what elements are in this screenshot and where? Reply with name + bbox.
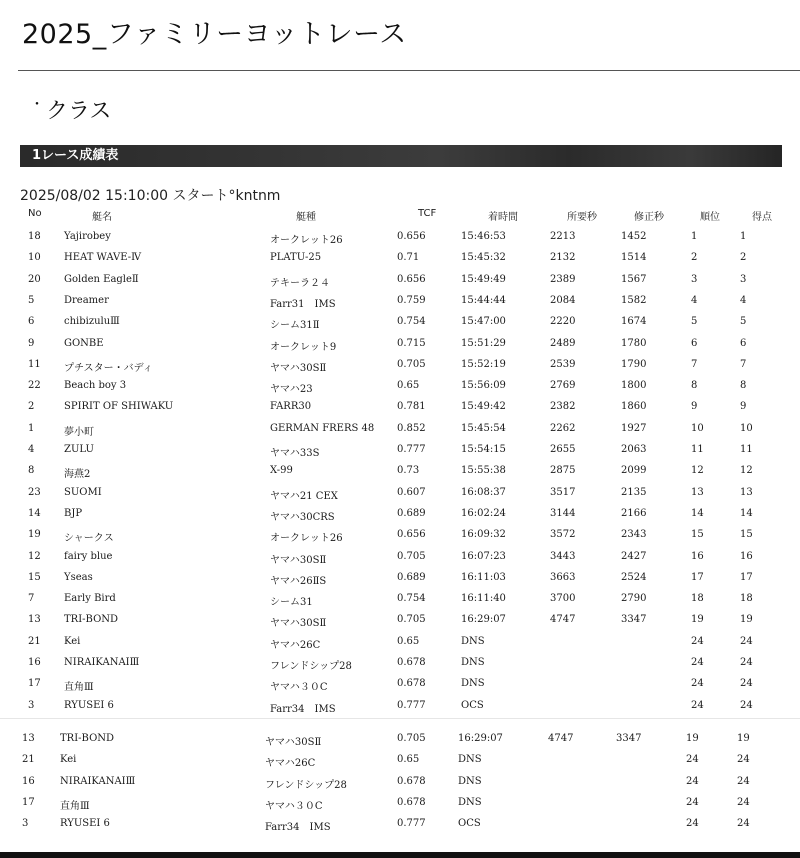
cell-tcf: 0.678 bbox=[397, 775, 426, 787]
cell-finish: 15:52:19 bbox=[461, 358, 506, 370]
cell-finish: DNS bbox=[461, 635, 485, 647]
cell-elapsed: 2875 bbox=[550, 465, 576, 477]
cell-finish: 15:51:29 bbox=[461, 337, 506, 349]
cell-corrected: 2135 bbox=[621, 486, 647, 498]
col-header-tcf: TCF bbox=[418, 208, 437, 219]
cell-name: chibizuluⅢ bbox=[64, 316, 120, 328]
cell-name: Yseas bbox=[64, 571, 93, 583]
cell-rank: 14 bbox=[691, 507, 704, 519]
cell-corrected: 2063 bbox=[621, 444, 647, 455]
cell-points: 10 bbox=[740, 422, 753, 434]
cell-tcf: 0.678 bbox=[397, 796, 426, 808]
cell-no: 21 bbox=[22, 754, 35, 766]
cell-no: 17 bbox=[28, 678, 41, 690]
table-row bbox=[0, 636, 800, 652]
cell-finish: 16:11:40 bbox=[461, 593, 506, 605]
cell-rank: 24 bbox=[686, 754, 699, 766]
cell-name: BJP bbox=[64, 507, 83, 519]
cell-corrected: 1927 bbox=[621, 422, 647, 434]
class-heading bbox=[30, 94, 111, 125]
cell-type: ヤマハ30SⅡ bbox=[270, 618, 327, 630]
cell-rank: 24 bbox=[686, 818, 699, 830]
cell-corrected: 2343 bbox=[621, 529, 647, 541]
cell-type: Farr34 IMS bbox=[270, 703, 336, 715]
cell-tcf: 0.689 bbox=[397, 507, 426, 519]
cell-points: 9 bbox=[740, 401, 747, 413]
class-name: クラス bbox=[46, 99, 112, 124]
cell-elapsed: 2389 bbox=[550, 273, 576, 285]
cell-type: Farr31 IMS bbox=[270, 298, 336, 310]
cell-no: 5 bbox=[28, 294, 35, 306]
cell-no: 16 bbox=[28, 657, 41, 668]
cell-rank: 24 bbox=[691, 657, 704, 668]
cell-type: ヤマハ33S bbox=[270, 448, 320, 459]
cell-tcf: 0.656 bbox=[397, 273, 426, 285]
cell-no: 3 bbox=[28, 699, 35, 711]
cell-finish: OCS bbox=[461, 699, 484, 711]
cell-rank: 24 bbox=[686, 796, 699, 808]
cell-finish: DNS bbox=[458, 796, 482, 808]
cell-corrected: 2524 bbox=[621, 571, 647, 583]
table-row bbox=[0, 295, 800, 311]
cell-elapsed: 2489 bbox=[550, 337, 576, 349]
cell-finish: 15:55:38 bbox=[461, 465, 506, 477]
cell-elapsed: 3663 bbox=[550, 571, 576, 583]
cell-no: 1 bbox=[28, 422, 35, 434]
cell-name: SPIRIT OF SHIWAKU bbox=[64, 401, 174, 413]
col-header-rank: 順位 bbox=[700, 212, 720, 223]
cell-no: 7 bbox=[28, 593, 35, 605]
cell-points: 6 bbox=[740, 337, 747, 349]
start-time-line: 2025/08/02 15:10:00 スタート°kntnm bbox=[20, 188, 281, 204]
table-row bbox=[0, 465, 800, 481]
cell-corrected: 3347 bbox=[621, 614, 647, 626]
cell-type: ヤマハ26C bbox=[270, 639, 321, 651]
cell-elapsed: 3443 bbox=[550, 550, 576, 562]
cell-no: 12 bbox=[28, 550, 41, 562]
cell-tcf: 0.678 bbox=[397, 657, 426, 668]
cell-no: 6 bbox=[28, 316, 35, 328]
cell-tcf: 0.656 bbox=[397, 529, 426, 541]
table-row bbox=[0, 444, 800, 460]
cell-elapsed: 4747 bbox=[548, 733, 574, 744]
cell-no: 19 bbox=[28, 529, 41, 541]
cell-tcf: 0.705 bbox=[397, 733, 426, 744]
cell-points: 4 bbox=[740, 294, 747, 306]
cell-no: 16 bbox=[22, 775, 35, 787]
cell-elapsed: 2213 bbox=[550, 231, 576, 242]
cell-rank: 17 bbox=[691, 571, 704, 583]
cell-type: ヤマハ30SⅡ bbox=[270, 362, 327, 374]
cell-points: 8 bbox=[740, 380, 747, 392]
cell-no: 15 bbox=[28, 571, 41, 583]
cell-type: FARR30 bbox=[270, 401, 312, 413]
cell-type: シーム31Ⅱ bbox=[270, 320, 320, 332]
cell-name: TRI-BOND bbox=[60, 733, 115, 744]
cell-elapsed: 3144 bbox=[550, 507, 576, 519]
cell-finish: 16:02:24 bbox=[461, 507, 506, 519]
cell-name: GONBE bbox=[64, 337, 104, 349]
col-header-points: 得点 bbox=[752, 212, 772, 223]
cell-points: 14 bbox=[740, 507, 753, 519]
cell-corrected: 1582 bbox=[621, 294, 647, 306]
cell-finish: 15:47:00 bbox=[461, 316, 506, 328]
table-header bbox=[0, 208, 800, 224]
cell-tcf: 0.65 bbox=[397, 380, 420, 392]
table-row bbox=[0, 678, 800, 694]
cell-tcf: 0.852 bbox=[397, 422, 426, 434]
cell-no: 14 bbox=[28, 507, 41, 519]
results-banner: 1レース成績表 bbox=[20, 145, 782, 167]
cell-type: ヤマハ30CRS bbox=[270, 511, 335, 523]
cell-type: PLATU-25 bbox=[270, 252, 322, 264]
cell-points: 24 bbox=[740, 657, 753, 668]
cell-points: 1 bbox=[740, 231, 747, 242]
table-row bbox=[0, 593, 800, 609]
cell-finish: DNS bbox=[458, 754, 482, 766]
table-row bbox=[0, 818, 800, 834]
cell-name: 直角Ⅲ bbox=[60, 800, 90, 812]
cell-rank: 4 bbox=[691, 294, 698, 306]
cell-rank: 18 bbox=[691, 593, 704, 605]
cell-elapsed: 3517 bbox=[550, 486, 576, 498]
cell-no: 21 bbox=[28, 635, 41, 647]
cell-name: Yajirobey bbox=[64, 231, 111, 242]
table-row bbox=[0, 754, 800, 770]
cell-points: 18 bbox=[740, 593, 753, 605]
cell-corrected: 1514 bbox=[621, 252, 647, 264]
table-row bbox=[0, 797, 800, 813]
cell-elapsed: 2084 bbox=[550, 294, 576, 306]
cell-type: ヤマハ26ⅡS bbox=[270, 575, 327, 587]
cell-elapsed: 2655 bbox=[550, 444, 576, 455]
cell-no: 23 bbox=[28, 486, 41, 498]
cell-corrected: 1860 bbox=[621, 401, 647, 413]
cell-rank: 13 bbox=[691, 486, 704, 498]
cell-rank: 5 bbox=[691, 316, 698, 328]
table-row bbox=[0, 252, 800, 268]
cell-elapsed: 2769 bbox=[550, 380, 576, 392]
cell-points: 3 bbox=[740, 273, 747, 285]
cell-corrected: 2166 bbox=[621, 507, 647, 519]
header-divider bbox=[18, 70, 800, 71]
cell-name: Golden EagleⅡ bbox=[64, 273, 139, 285]
cell-points: 17 bbox=[740, 571, 753, 583]
table-row bbox=[0, 359, 800, 375]
cell-type: ヤマハ30SⅡ bbox=[265, 737, 322, 748]
cell-tcf: 0.754 bbox=[397, 593, 426, 605]
cell-no: 10 bbox=[28, 252, 41, 264]
col-header-no: No bbox=[28, 208, 42, 219]
cell-rank: 11 bbox=[691, 444, 704, 455]
cell-finish: 15:54:15 bbox=[461, 444, 506, 455]
cell-no: 3 bbox=[22, 818, 29, 830]
cell-type: GERMAN FRERS 48 bbox=[270, 422, 375, 434]
cell-corrected: 1800 bbox=[621, 380, 647, 392]
cell-points: 24 bbox=[737, 796, 750, 808]
cell-elapsed: 2382 bbox=[550, 401, 576, 413]
cell-tcf: 0.715 bbox=[397, 337, 426, 349]
cell-points: 24 bbox=[740, 635, 753, 647]
cell-name: シャークス bbox=[64, 533, 114, 545]
cell-corrected: 1790 bbox=[621, 358, 647, 370]
cell-type: ヤマハ23 bbox=[270, 384, 313, 396]
cell-rank: 24 bbox=[691, 678, 704, 690]
cell-corrected: 2790 bbox=[621, 593, 647, 605]
cell-tcf: 0.73 bbox=[397, 465, 420, 477]
table-row bbox=[0, 316, 800, 332]
cell-name: 直角Ⅲ bbox=[64, 682, 94, 694]
table-row bbox=[0, 700, 800, 716]
page-title: 2025_ファミリーヨットレース bbox=[22, 19, 407, 50]
cell-elapsed: 2132 bbox=[550, 252, 576, 264]
cell-rank: 15 bbox=[691, 529, 704, 541]
table-row bbox=[0, 776, 800, 792]
cell-tcf: 0.705 bbox=[397, 550, 426, 562]
cell-finish: 15:49:42 bbox=[461, 401, 506, 413]
table-row bbox=[0, 231, 800, 247]
cell-rank: 24 bbox=[691, 635, 704, 647]
cell-finish: 16:11:03 bbox=[461, 571, 506, 583]
cell-finish: 15:45:54 bbox=[461, 422, 506, 434]
col-header-corrected: 修正秒 bbox=[634, 212, 664, 223]
cell-name: RYUSEI 6 bbox=[60, 818, 110, 830]
cell-points: 11 bbox=[740, 444, 753, 455]
cell-type: テキーラ２４ bbox=[270, 277, 330, 289]
cell-finish: OCS bbox=[458, 818, 481, 830]
cell-rank: 19 bbox=[691, 614, 704, 626]
cell-points: 19 bbox=[740, 614, 753, 626]
cell-tcf: 0.65 bbox=[397, 754, 420, 766]
cell-finish: 16:29:07 bbox=[458, 733, 503, 744]
table-row bbox=[0, 338, 800, 354]
bottom-edge bbox=[0, 852, 800, 858]
cell-rank: 7 bbox=[691, 358, 698, 370]
cell-corrected: 2099 bbox=[621, 465, 647, 477]
cell-type: ヤマハ30SⅡ bbox=[270, 554, 327, 566]
cell-type: Farr34 IMS bbox=[265, 822, 331, 834]
cell-finish: 16:07:23 bbox=[461, 550, 506, 562]
cell-no: 13 bbox=[28, 614, 41, 626]
cell-points: 24 bbox=[740, 678, 753, 690]
cell-no: 4 bbox=[28, 444, 35, 455]
cell-type: シーム31 bbox=[270, 597, 313, 609]
cell-finish: DNS bbox=[458, 775, 482, 787]
cell-rank: 24 bbox=[691, 699, 704, 711]
cell-finish: DNS bbox=[461, 678, 485, 690]
cell-rank: 1 bbox=[691, 231, 698, 242]
cell-points: 2 bbox=[740, 252, 747, 264]
cell-points: 24 bbox=[737, 818, 750, 830]
table-row bbox=[0, 423, 800, 439]
cell-tcf: 0.71 bbox=[397, 252, 420, 264]
col-header-elapsed: 所要秒 bbox=[567, 212, 597, 223]
cell-no: 22 bbox=[28, 380, 41, 392]
table-row bbox=[0, 380, 800, 396]
cell-points: 15 bbox=[740, 529, 753, 541]
cell-tcf: 0.607 bbox=[397, 486, 426, 498]
cell-tcf: 0.754 bbox=[397, 316, 426, 328]
cell-no: 17 bbox=[22, 796, 35, 808]
cell-tcf: 0.678 bbox=[397, 678, 426, 690]
cell-points: 7 bbox=[740, 358, 747, 370]
cell-finish: 16:09:32 bbox=[461, 529, 506, 541]
cell-points: 5 bbox=[740, 316, 747, 328]
cell-corrected: 1780 bbox=[621, 337, 647, 349]
cell-elapsed: 2220 bbox=[550, 316, 576, 328]
cell-rank: 19 bbox=[686, 733, 699, 744]
cell-tcf: 0.777 bbox=[397, 818, 426, 830]
cell-corrected: 2427 bbox=[621, 550, 647, 562]
cell-tcf: 0.777 bbox=[397, 699, 426, 711]
cell-rank: 12 bbox=[691, 465, 704, 477]
cell-name: NIRAIKANAIⅢ bbox=[64, 657, 140, 668]
cell-finish: 15:49:49 bbox=[461, 273, 506, 285]
cell-points: 12 bbox=[740, 465, 753, 477]
cell-name: HEAT WAVE-Ⅳ bbox=[64, 252, 142, 264]
cell-name: プチスター・バディ bbox=[64, 362, 153, 374]
cell-name: NIRAIKANAIⅢ bbox=[60, 775, 136, 787]
cell-tcf: 0.65 bbox=[397, 635, 420, 647]
cell-name: Kei bbox=[60, 754, 77, 766]
cell-corrected: 1674 bbox=[621, 316, 647, 328]
cell-tcf: 0.777 bbox=[397, 444, 426, 455]
table-row bbox=[0, 572, 800, 588]
table-row bbox=[0, 401, 800, 417]
cell-name: 夢小町 bbox=[64, 426, 94, 438]
cell-elapsed: 3700 bbox=[550, 593, 576, 605]
cell-points: 13 bbox=[740, 486, 753, 498]
cell-finish: 15:56:09 bbox=[461, 380, 506, 392]
cell-type: X-99 bbox=[270, 465, 293, 477]
cell-corrected: 3347 bbox=[616, 733, 642, 744]
cell-no: 9 bbox=[28, 337, 35, 349]
cell-points: 24 bbox=[740, 699, 753, 711]
col-header-name: 艇名 bbox=[92, 212, 112, 223]
cell-corrected: 1452 bbox=[621, 231, 647, 242]
cell-no: 2 bbox=[28, 401, 35, 413]
cell-elapsed: 3572 bbox=[550, 529, 576, 541]
cell-tcf: 0.781 bbox=[397, 401, 426, 413]
cell-name: Beach boy 3 bbox=[64, 380, 127, 392]
cell-rank: 24 bbox=[686, 775, 699, 787]
cell-no: 8 bbox=[28, 465, 35, 477]
cell-rank: 10 bbox=[691, 422, 704, 434]
cell-type: オークレット9 bbox=[270, 341, 337, 353]
cell-no: 20 bbox=[28, 273, 41, 285]
cell-name: 海燕2 bbox=[64, 469, 91, 481]
cell-name: fairy blue bbox=[64, 550, 113, 562]
col-header-finish: 着時間 bbox=[488, 212, 518, 223]
cell-rank: 2 bbox=[691, 252, 698, 264]
cell-name: SUOMI bbox=[64, 486, 102, 498]
cell-type: フレンドシップ28 bbox=[265, 779, 347, 791]
cell-points: 24 bbox=[737, 754, 750, 766]
cell-name: ZULU bbox=[64, 444, 94, 455]
cell-points: 16 bbox=[740, 550, 753, 562]
cell-no: 13 bbox=[22, 733, 35, 744]
cell-name: Kei bbox=[64, 635, 81, 647]
cell-type: ヤマハ３０C bbox=[265, 800, 323, 812]
cell-type: ヤマハ26C bbox=[265, 758, 316, 770]
table-row bbox=[0, 657, 800, 673]
table-row bbox=[0, 487, 800, 503]
cell-finish: 15:45:32 bbox=[461, 252, 506, 264]
cell-elapsed: 4747 bbox=[550, 614, 576, 626]
cell-tcf: 0.759 bbox=[397, 294, 426, 306]
cell-rank: 3 bbox=[691, 273, 698, 285]
table-row bbox=[0, 274, 800, 290]
cell-tcf: 0.705 bbox=[397, 358, 426, 370]
cell-no: 18 bbox=[28, 231, 41, 242]
class-mark: ・ bbox=[30, 97, 44, 113]
cell-tcf: 0.705 bbox=[397, 614, 426, 626]
cell-name: TRI-BOND bbox=[64, 614, 119, 626]
table-row bbox=[0, 508, 800, 524]
cell-name: Early Bird bbox=[64, 593, 116, 605]
table-row bbox=[0, 551, 800, 567]
cell-points: 24 bbox=[737, 775, 750, 787]
section-gap bbox=[0, 718, 800, 719]
cell-type: オークレット26 bbox=[270, 533, 343, 545]
cell-type: フレンドシップ28 bbox=[270, 661, 352, 672]
cell-rank: 8 bbox=[691, 380, 698, 392]
cell-points: 19 bbox=[737, 733, 750, 744]
cell-no: 11 bbox=[28, 358, 41, 370]
table-row bbox=[0, 529, 800, 545]
cell-type: ヤマハ３０C bbox=[270, 682, 328, 694]
cell-elapsed: 2262 bbox=[550, 422, 576, 434]
cell-finish: DNS bbox=[461, 657, 485, 668]
cell-finish: 16:08:37 bbox=[461, 486, 506, 498]
col-header-type: 艇種 bbox=[296, 212, 316, 223]
cell-type: ヤマハ21 CEX bbox=[270, 490, 338, 502]
cell-rank: 9 bbox=[691, 401, 698, 413]
cell-rank: 6 bbox=[691, 337, 698, 349]
cell-finish: 15:44:44 bbox=[461, 294, 506, 306]
cell-corrected: 1567 bbox=[621, 273, 647, 285]
cell-tcf: 0.689 bbox=[397, 571, 426, 583]
table-row bbox=[0, 733, 800, 749]
cell-type: オークレット26 bbox=[270, 235, 343, 246]
cell-finish: 16:29:07 bbox=[461, 614, 506, 626]
cell-name: Dreamer bbox=[64, 294, 109, 306]
cell-tcf: 0.656 bbox=[397, 231, 426, 242]
cell-name: RYUSEI 6 bbox=[64, 699, 114, 711]
cell-finish: 15:46:53 bbox=[461, 231, 506, 242]
cell-rank: 16 bbox=[691, 550, 704, 562]
table-row bbox=[0, 614, 800, 630]
cell-elapsed: 2539 bbox=[550, 358, 576, 370]
